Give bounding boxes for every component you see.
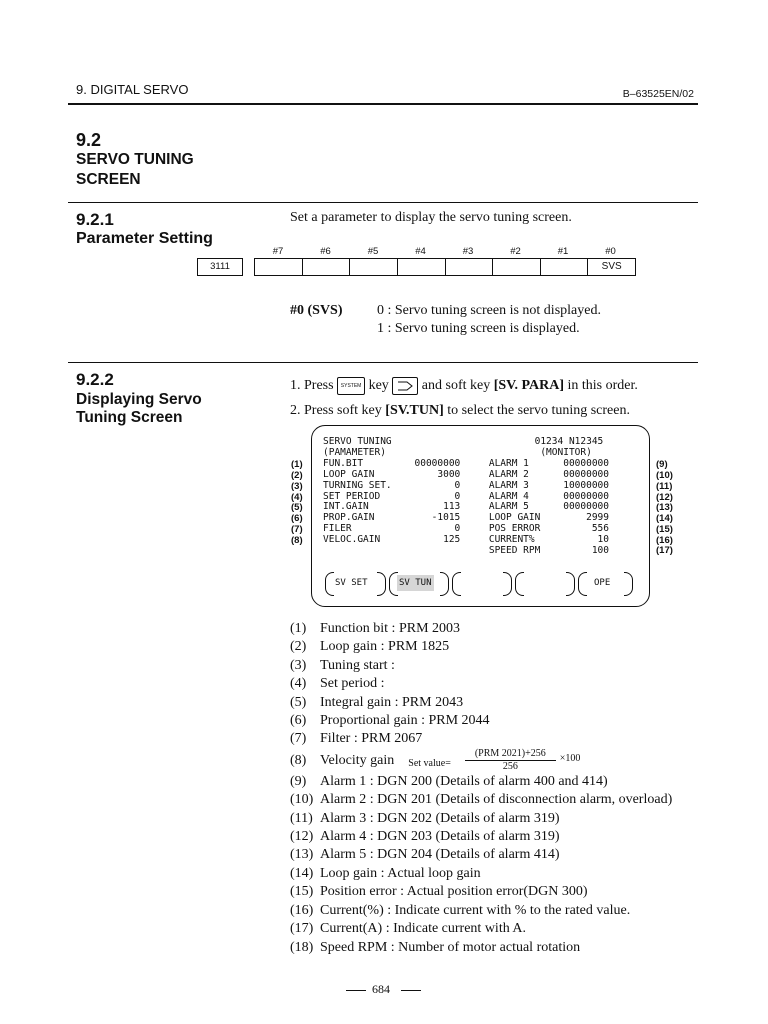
formula-prefix: Set value=: [408, 757, 451, 769]
header-rule: [68, 103, 698, 105]
callout-label: (9): [656, 459, 668, 470]
callout-label: (16): [656, 535, 673, 546]
list-item-text: Loop gain : PRM 1825: [320, 639, 450, 655]
screen-subtitle-line: (PAMAMETER) (MONITOR): [323, 447, 592, 458]
screen-row: SPEED RPM 100: [323, 545, 609, 556]
list-item-number: (10): [290, 792, 314, 808]
list-item-text: Set period :: [320, 676, 385, 692]
parameter-intro: Set a parameter to display the servo tuning screen.: [290, 210, 572, 225]
list-item-number: (16): [290, 902, 314, 918]
bit-header: #4: [415, 246, 426, 257]
list-item: [290, 883, 672, 901]
list-item-number: (15): [290, 884, 314, 900]
bit-cell: [541, 259, 589, 275]
bit-header: #2: [510, 246, 521, 257]
formula-fraction: [465, 748, 556, 773]
bit-header: #7: [272, 246, 284, 257]
list-item-number: (14): [290, 865, 314, 881]
screen-row: INT.GAIN 113 ALARM 5 00000000: [323, 501, 609, 512]
list-item: [290, 810, 672, 828]
list-item: [290, 694, 672, 712]
softkey-bracket: [578, 572, 587, 596]
list-item: [290, 773, 672, 791]
step-1-text-b: key: [368, 378, 389, 394]
formula-denominator: 256: [502, 761, 518, 773]
section-title-line1: SERVO TUNING: [76, 151, 194, 168]
list-item: [290, 675, 672, 693]
screen-row: LOOP GAIN 3000 ALARM 2 00000000: [323, 469, 609, 480]
callout-label: (4): [291, 492, 303, 503]
parameter-bit-row: [254, 258, 636, 276]
list-item-number: (13): [290, 847, 314, 863]
callout-label: (14): [656, 513, 673, 524]
list-item-velocity-gain: [290, 749, 672, 773]
list-item: [290, 865, 672, 883]
step-1-text-c: and soft key: [421, 378, 491, 394]
bit-cell-svs: SVS: [601, 261, 622, 272]
bit-cell: [255, 259, 303, 275]
list-item-number: (18): [290, 939, 314, 955]
next-arrow-icon: [393, 378, 417, 394]
list-item-text: Tuning start :: [320, 657, 395, 673]
bit-header: #6: [320, 246, 331, 257]
bit-header: #3: [462, 246, 474, 257]
screen-title-line: SERVO TUNING 01234 N12345: [323, 436, 604, 447]
screen-row: SET PERIOD 0 ALARM 4 00000000: [323, 491, 609, 502]
softkey-bracket: [566, 572, 575, 596]
document-id: B–63525EN/02: [622, 88, 694, 100]
callout-label: (7): [291, 524, 303, 535]
list-item-text: Current(%) : Indicate current with % to the rated value.: [320, 902, 631, 918]
list-item-text: Velocity gain: [320, 752, 395, 768]
list-item-text: Position error : Actual position error(DGN 300): [320, 884, 588, 900]
list-item: [290, 902, 672, 920]
callout-label: (5): [291, 502, 303, 513]
list-item-text: Speed RPM : Number of motor actual rotation: [320, 939, 581, 955]
list-item-text: Alarm 4 : DGN 203 (Details of alarm 319): [320, 829, 560, 845]
step-2: [290, 403, 630, 419]
bit-cell: [350, 259, 398, 275]
softkey-sv-tun: SV TUN: [397, 575, 434, 591]
softkey-bracket: [503, 572, 512, 596]
softkey-bracket: [440, 572, 449, 596]
list-item-text: Alarm 2 : DGN 201 (Details of disconnection alarm, overload): [320, 792, 673, 808]
callout-label: (6): [291, 513, 303, 524]
step-1-softkey: [SV. PARA]: [493, 378, 564, 394]
chapter-header: 9. DIGITAL SERVO: [76, 82, 189, 97]
bit-header: #5: [367, 246, 379, 257]
list-item-number: (2): [290, 639, 307, 655]
footer-dash-right: [401, 990, 421, 991]
subsection-2-number: 9.2.2: [76, 370, 114, 389]
item-list: [290, 620, 672, 957]
list-item-text: Loop gain : Actual loop gain: [320, 865, 481, 881]
softkey-bar: [323, 572, 633, 598]
callout-label: (3): [291, 481, 303, 492]
list-item-number: (12): [290, 829, 314, 845]
subsection-1-title: Parameter Setting: [76, 230, 213, 247]
softkey-bracket: [452, 572, 461, 596]
list-item: [290, 620, 672, 638]
list-item-text: Alarm 3 : DGN 202 (Details of alarm 319): [320, 810, 560, 826]
softkey-ope: OPE: [594, 578, 611, 588]
bit-header: #0: [605, 246, 616, 257]
bit-cell: [398, 259, 446, 275]
list-item-number: (8): [290, 752, 307, 768]
bit-desc-1: 1 : Servo tuning screen is displayed.: [377, 321, 580, 336]
subsection-1-number: 9.2.1: [76, 210, 114, 229]
list-item: [290, 712, 672, 730]
callout-label: (2): [291, 470, 303, 481]
screen-row: VELOC.GAIN 125 CURRENT% 10: [323, 534, 609, 545]
bit-header: #1: [557, 246, 569, 257]
subsection-2-title-line1: Displaying Servo: [76, 391, 202, 408]
bit-cell: [303, 259, 351, 275]
bit-cell: [493, 259, 541, 275]
callout-label: (12): [656, 492, 673, 503]
system-key: SYSTEM: [337, 377, 365, 395]
callout-label: (11): [656, 481, 673, 492]
list-item-number: (3): [290, 657, 307, 673]
list-item: [290, 939, 672, 957]
list-item-text: Integral gain : PRM 2043: [320, 694, 464, 710]
section-divider-2: [68, 362, 698, 363]
footer-dash-left: [346, 990, 366, 991]
section-divider-1: [68, 202, 698, 203]
screen-row: FILER 0 POS ERROR 556: [323, 523, 609, 534]
list-item: [290, 730, 672, 748]
callout-label: (1): [291, 459, 303, 470]
list-item-number: (6): [290, 713, 307, 729]
list-item-number: (5): [290, 694, 307, 710]
formula-numerator: (PRM 2021)+256: [465, 748, 556, 761]
page-number: 684: [372, 982, 390, 996]
list-item-text: Filter : PRM 2067: [320, 731, 423, 747]
formula-suffix: ×100: [559, 752, 581, 764]
list-item: [290, 846, 672, 864]
step-2-text-b: to select the servo tuning screen.: [447, 403, 630, 418]
list-item-text: Current(A) : Indicate current with A.: [320, 921, 527, 937]
list-item: [290, 657, 672, 675]
subsection-2-title-line2: Tuning Screen: [76, 409, 183, 426]
step-2-text-a: 2. Press soft key: [290, 403, 382, 418]
next-page-key: [392, 377, 418, 395]
bit-desc-0: 0 : Servo tuning screen is not displayed.: [377, 303, 601, 318]
softkey-bracket: [325, 572, 334, 596]
list-item: [290, 920, 672, 938]
parameter-number: 3111: [197, 258, 243, 276]
step-1-text-d: in this order.: [567, 378, 638, 394]
section-number: 9.2: [76, 130, 102, 150]
softkey-bracket: [515, 572, 524, 596]
callout-label: (15): [656, 524, 673, 535]
list-item-number: (9): [290, 773, 307, 789]
callout-label: (10): [656, 470, 673, 481]
screen-row: PROP.GAIN -1015 LOOP GAIN 2999: [323, 512, 609, 523]
list-item-text: Function bit : PRM 2003: [320, 621, 461, 636]
callout-label: (8): [291, 535, 303, 546]
step-1: [290, 377, 638, 395]
softkey-sv-set: SV SET: [335, 578, 368, 588]
callout-label: (13): [656, 502, 673, 513]
callout-label: (17): [656, 545, 673, 556]
list-item-number: (7): [290, 731, 307, 747]
bit-cell: [446, 259, 494, 275]
softkey-bracket: [624, 572, 633, 596]
softkey-bracket: [377, 572, 386, 596]
list-item: [290, 638, 672, 656]
screen-row: TURNING SET. 0 ALARM 3 10000000: [323, 480, 609, 491]
list-item: [290, 791, 672, 809]
list-item-text: Proportional gain : PRM 2044: [320, 713, 490, 729]
list-item-number: (4): [290, 676, 307, 692]
list-item-number: (11): [290, 810, 313, 826]
section-title-line2: SCREEN: [76, 171, 141, 188]
step-2-softkey: [SV.TUN]: [385, 403, 444, 418]
screen-row: FUN.BIT 00000000 ALARM 1 00000000: [323, 458, 609, 469]
bit-label: #0 (SVS): [290, 303, 343, 318]
list-item-number: (1): [290, 621, 307, 636]
list-item-number: (17): [290, 921, 314, 937]
list-item-text: Alarm 5 : DGN 204 (Details of alarm 414): [320, 847, 560, 863]
list-item-text: Alarm 1 : DGN 200 (Details of alarm 400 and 414): [320, 773, 608, 789]
step-1-text-a: 1. Press: [290, 378, 334, 394]
list-item: [290, 828, 672, 846]
